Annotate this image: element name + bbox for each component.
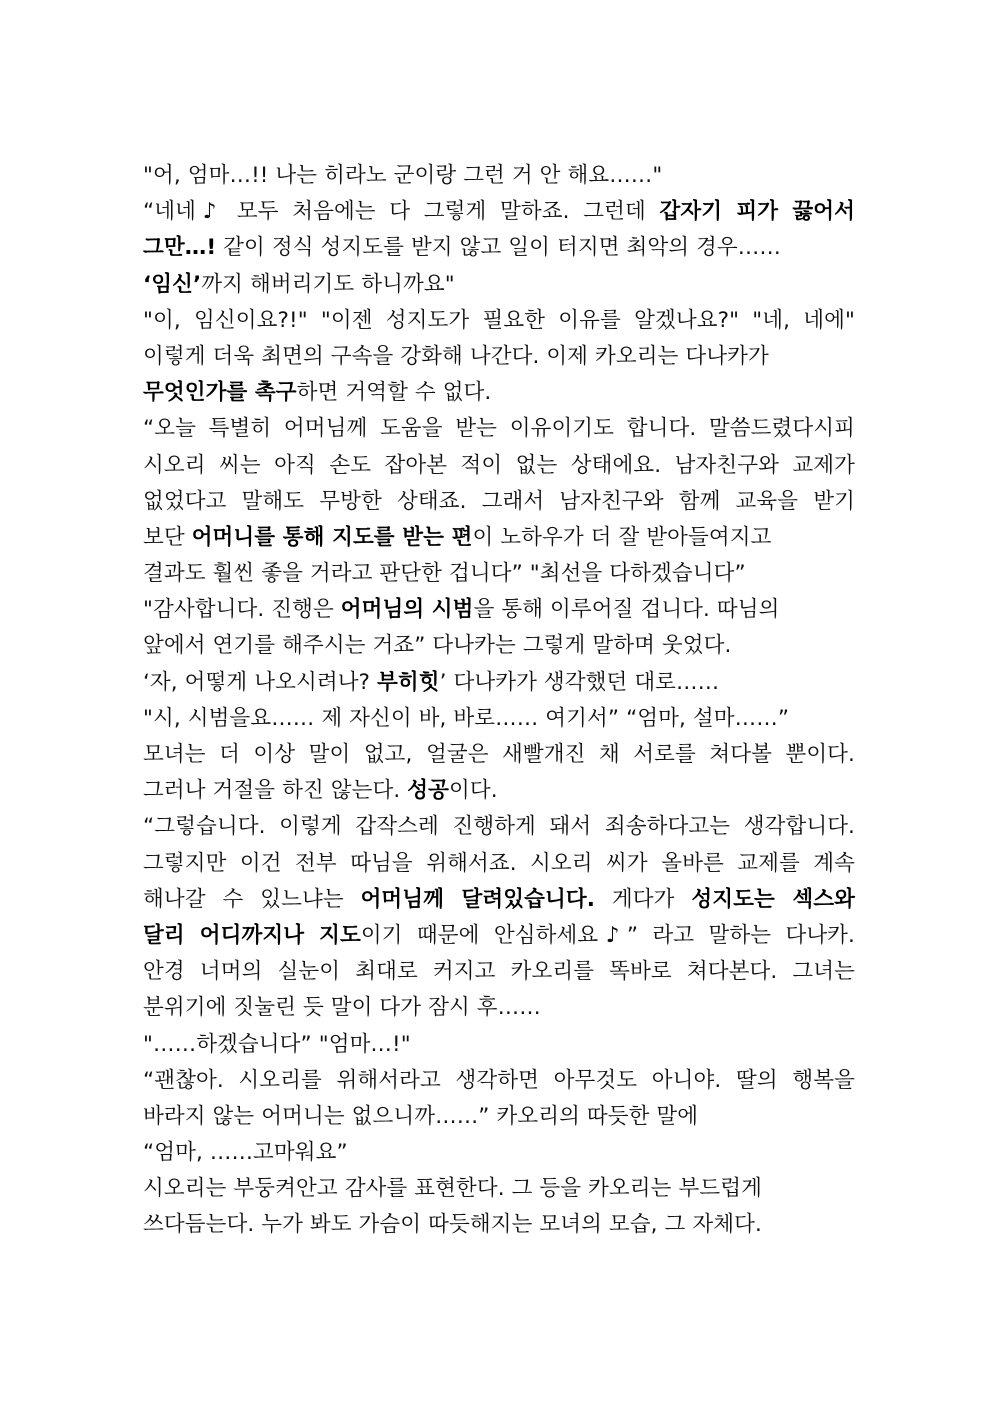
text-line: 해나갈 수 있느냐는 어머님께 달려있습니다. 게다가 성지도는 섹스와 xyxy=(143,886,855,912)
text-line: 쓰다듬는다. 누가 봐도 가슴이 따듯해지는 모녀의 모습, 그 자체다. xyxy=(143,1212,762,1238)
text-line: “그렇습니다. 이렇게 갑작스레 진행하게 돼서 죄송하다고는 생각합니다. xyxy=(143,814,855,840)
text-line: 분위기에 짓눌린 듯 말이 다가 잠시 후…… xyxy=(143,995,541,1021)
text-line: 그러나 거절을 하진 않는다. 성공이다. xyxy=(143,778,498,804)
text-line: “네네♪ 모두 처음에는 다 그렇게 말하죠. 그런데 갑자기 피가 끓어서 xyxy=(143,199,855,225)
text-line: “괜찮아. 시오리를 위해서라고 생각하면 아무것도 아니야. 딸의 행복을 xyxy=(143,1067,855,1093)
text-line: ‘임신’까지 해버리기도 하니까요" xyxy=(143,271,455,297)
text-line: 이렇게 더욱 최면의 구속을 강화해 나간다. 이제 카오리는 다나카가 xyxy=(143,343,769,369)
text-line: 앞에서 연기를 해주시는 거죠” 다나카는 그렇게 말하며 웃었다. xyxy=(143,633,732,659)
text-line: 시오리는 부둥켜안고 감사를 표현한다. 그 등을 카오리는 부드럽게 xyxy=(143,1176,762,1202)
text-line: 시오리 씨는 아직 손도 잡아본 적이 없는 상태에요. 남자친구와 교제가 xyxy=(143,452,855,478)
text-line: ‘자, 어떻게 나오시려나? 부히힛’ 다나카가 생각했던 대로…… xyxy=(143,669,720,695)
text-line: 그만…! 같이 정식 성지도를 받지 않고 일이 터지면 최악의 경우…… xyxy=(143,235,781,261)
emphasis-text: 무엇인가를 촉구 xyxy=(143,380,297,406)
text-line: “오늘 특별히 어머님께 도움을 받는 이유이기도 합니다. 말씀드렸다시피 xyxy=(143,416,855,442)
emphasis-text: 부히힛 xyxy=(377,669,440,695)
text-line: 달리 어디까지나 지도이기 때문에 안심하세요♪” 라고 말하는 다나카. xyxy=(143,922,855,948)
text-line: "……하겠습니다” "엄마…!" xyxy=(143,1031,411,1057)
text-line: "시, 시범을요…… 제 자신이 바, 바로…… 여기서” “엄마, 설마……” xyxy=(143,705,790,731)
text-line: 바라지 않는 어머니는 없으니까……” 카오리의 따듯한 말에 xyxy=(143,1103,699,1129)
text-line: 결과도 훨씬 좋을 거라고 판단한 겁니다” "최선을 다하겠습니다” xyxy=(143,561,746,587)
text-line: 안경 너머의 실눈이 최대로 커지고 카오리를 똑바로 쳐다본다. 그녀는 xyxy=(143,959,855,985)
text-line: "이, 임신이요?!" "이젠 성지도가 필요한 이유를 알겠나요?" "네, 네에" xyxy=(143,307,855,333)
text-line: "어, 엄마…!! 나는 히라노 군이랑 그런 거 안 해요……" xyxy=(143,163,663,188)
text-line: "감사합니다. 진행은 어머님의 시범을 통해 이루어질 겁니다. 따님의 xyxy=(143,597,780,623)
emphasis-text: 달리 어디까지나 지도 xyxy=(143,922,361,948)
emphasis-text: 어머님의 시범 xyxy=(340,597,474,623)
emphasis-text: 성공 xyxy=(407,778,449,804)
text-line: 모녀는 더 이상 말이 없고, 얼굴은 새빨개진 채 서로를 쳐다볼 뿐이다. xyxy=(143,742,855,767)
emphasis-text: 그만…! xyxy=(143,235,217,261)
text-line: 그렇지만 이건 전부 따님을 위해서죠. 시오리 씨가 올바른 교제를 계속 xyxy=(143,850,855,876)
emphasis-text: 어머님께 달려있습니다. xyxy=(360,886,596,912)
text-line: “엄마, ……고마워요” xyxy=(143,1140,348,1166)
text-line: 없었다고 말해도 무방한 상태죠. 그래서 남자친구와 함께 교육을 받기 xyxy=(143,488,855,514)
emphasis-text: 어머니를 통해 지도를 받는 편 xyxy=(191,524,473,550)
text-line: 무엇인가를 촉구하면 거역할 수 없다. xyxy=(143,380,492,406)
text-line: 보단 어머니를 통해 지도를 받는 편이 노하우가 더 잘 받아들여지고 xyxy=(143,524,772,550)
emphasis-text: ‘임신’ xyxy=(143,271,202,297)
emphasis-text: 갑자기 피가 끓어서 xyxy=(659,199,855,225)
emphasis-text: 성지도는 섹스와 xyxy=(691,886,855,912)
body-text xyxy=(143,158,855,1244)
